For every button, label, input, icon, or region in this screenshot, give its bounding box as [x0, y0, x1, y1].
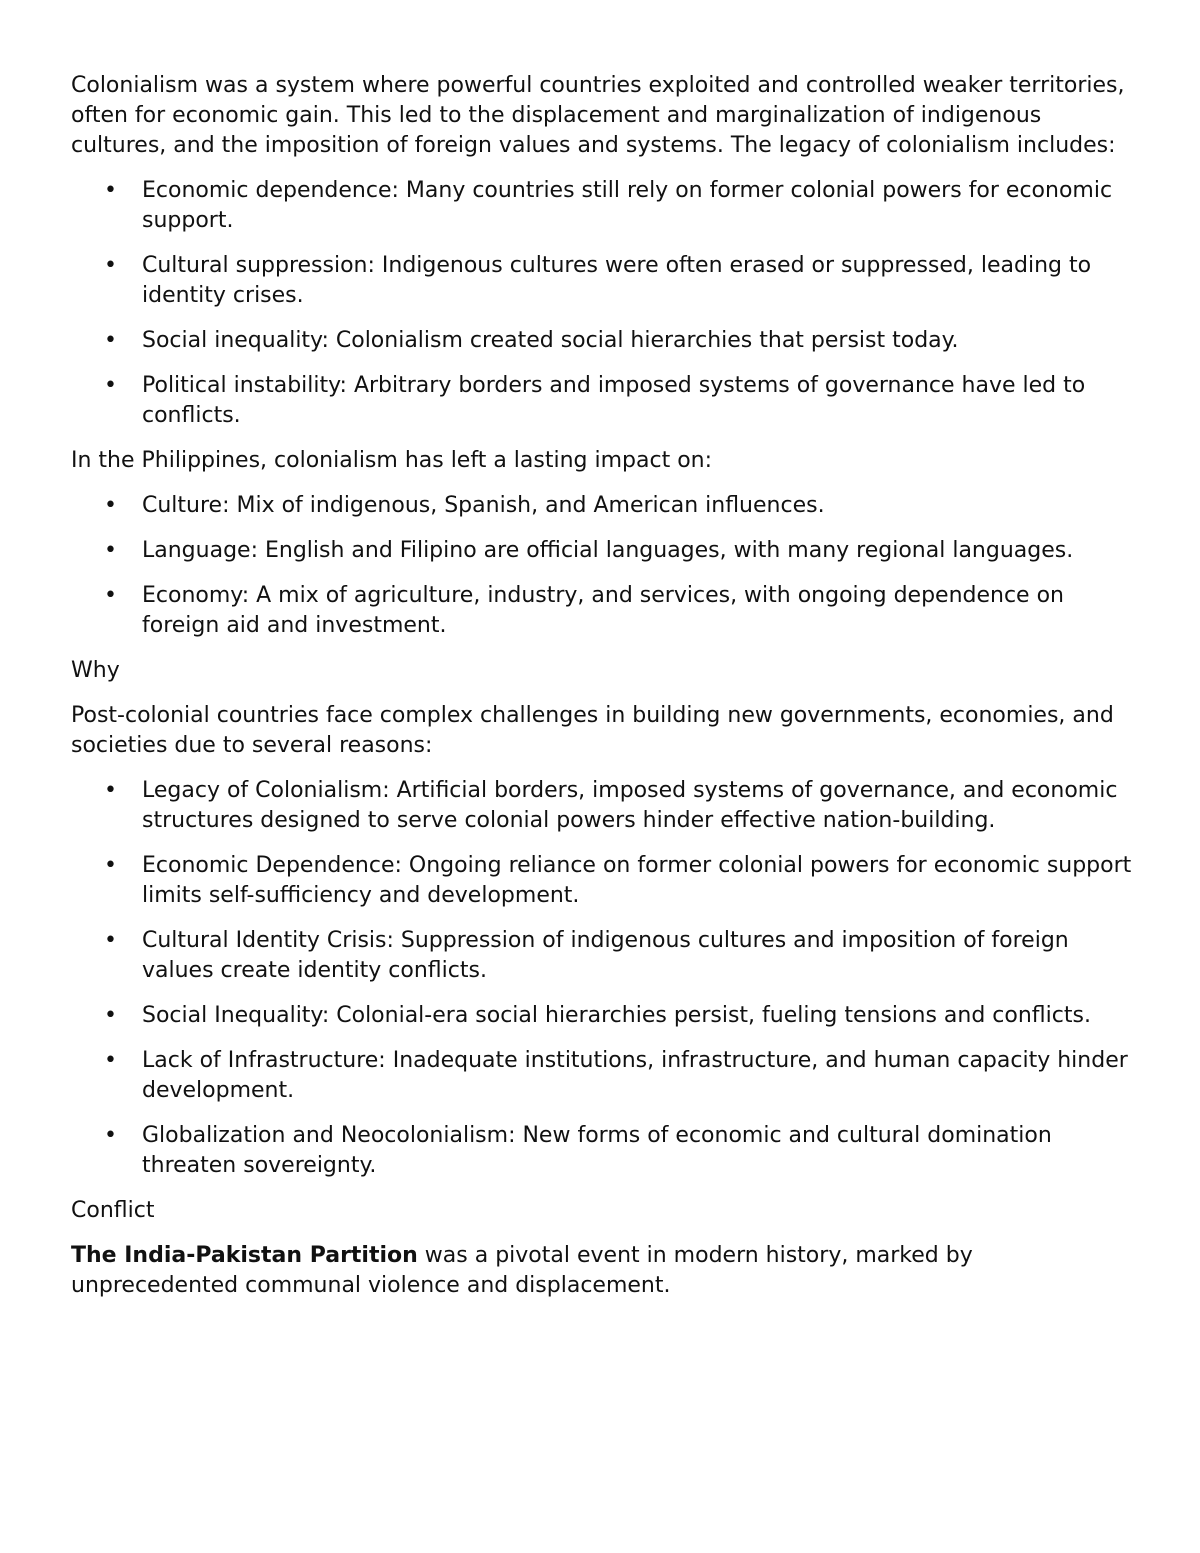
partition-bold-text: The India-Pakistan Partition — [71, 1243, 418, 1268]
why-list — [71, 776, 1141, 1181]
partition-text: was a pivotal event in modern history, marked by unprecedented communal violence and displacement. — [71, 1243, 973, 1298]
list-item: • Language: English and Filipino are official languages, with many regional languages. — [142, 536, 1141, 566]
conflict-heading: Conflict — [71, 1198, 155, 1223]
list-item: • Lack of Infrastructure: Inadequate institutions, infrastructure, and human capacity hinder development. — [142, 1046, 1141, 1106]
list-item: • Political instability: Arbitrary borders and imposed systems of governance have led to conflicts. — [142, 371, 1141, 431]
list-item: • Culture: Mix of indigenous, Spanish, and American influences. — [142, 491, 1141, 521]
list-item: • Social Inequality: Colonial-era social hierarchies persist, fueling tensions and conflicts. — [142, 1001, 1141, 1031]
list-item: • Economic dependence: Many countries still rely on former colonial powers for economic support. — [142, 176, 1141, 236]
list-item: • Globalization and Neocolonialism: New forms of economic and cultural domination threaten sovereignty. — [142, 1121, 1141, 1181]
partition-paragraph — [71, 1241, 1141, 1301]
list-item: • Cultural Identity Crisis: Suppression of indigenous cultures and imposition of foreign values create identity conflicts. — [142, 926, 1141, 986]
philippines-intro: In the Philippines, colonialism has left a lasting impact on: — [71, 448, 713, 473]
list-item: • Legacy of Colonialism: Artificial borders, imposed systems of governance, and economic structures designed to serve colonial powers hinder effective nation-building. — [142, 776, 1141, 836]
list-item: • Cultural suppression: Indigenous cultures were often erased or suppressed, leading to identity crises. — [142, 251, 1141, 311]
why-intro: Post-colonial countries face complex challenges in building new governments, economies, and societies due to several reasons: — [71, 703, 1114, 758]
list-item: • Social inequality: Colonialism created social hierarchies that persist today. — [142, 326, 1141, 356]
document-page — [71, 71, 1141, 1316]
intro-paragraph: Colonialism was a system where powerful countries exploited and controlled weaker territories, often for economic gain. This led to the displacement and marginalization of indigenous cultures, and the imposition of foreign values and systems. The legacy of colonialism includes: — [71, 73, 1125, 158]
why-heading: Why — [71, 658, 120, 683]
legacy-list — [71, 176, 1141, 431]
list-item: • Economic Dependence: Ongoing reliance on former colonial powers for economic support limits self-sufficiency and development. — [142, 851, 1141, 911]
list-item: • Economy: A mix of agriculture, industry, and services, with ongoing dependence on foreign aid and investment. — [142, 581, 1141, 641]
philippines-list — [71, 491, 1141, 641]
